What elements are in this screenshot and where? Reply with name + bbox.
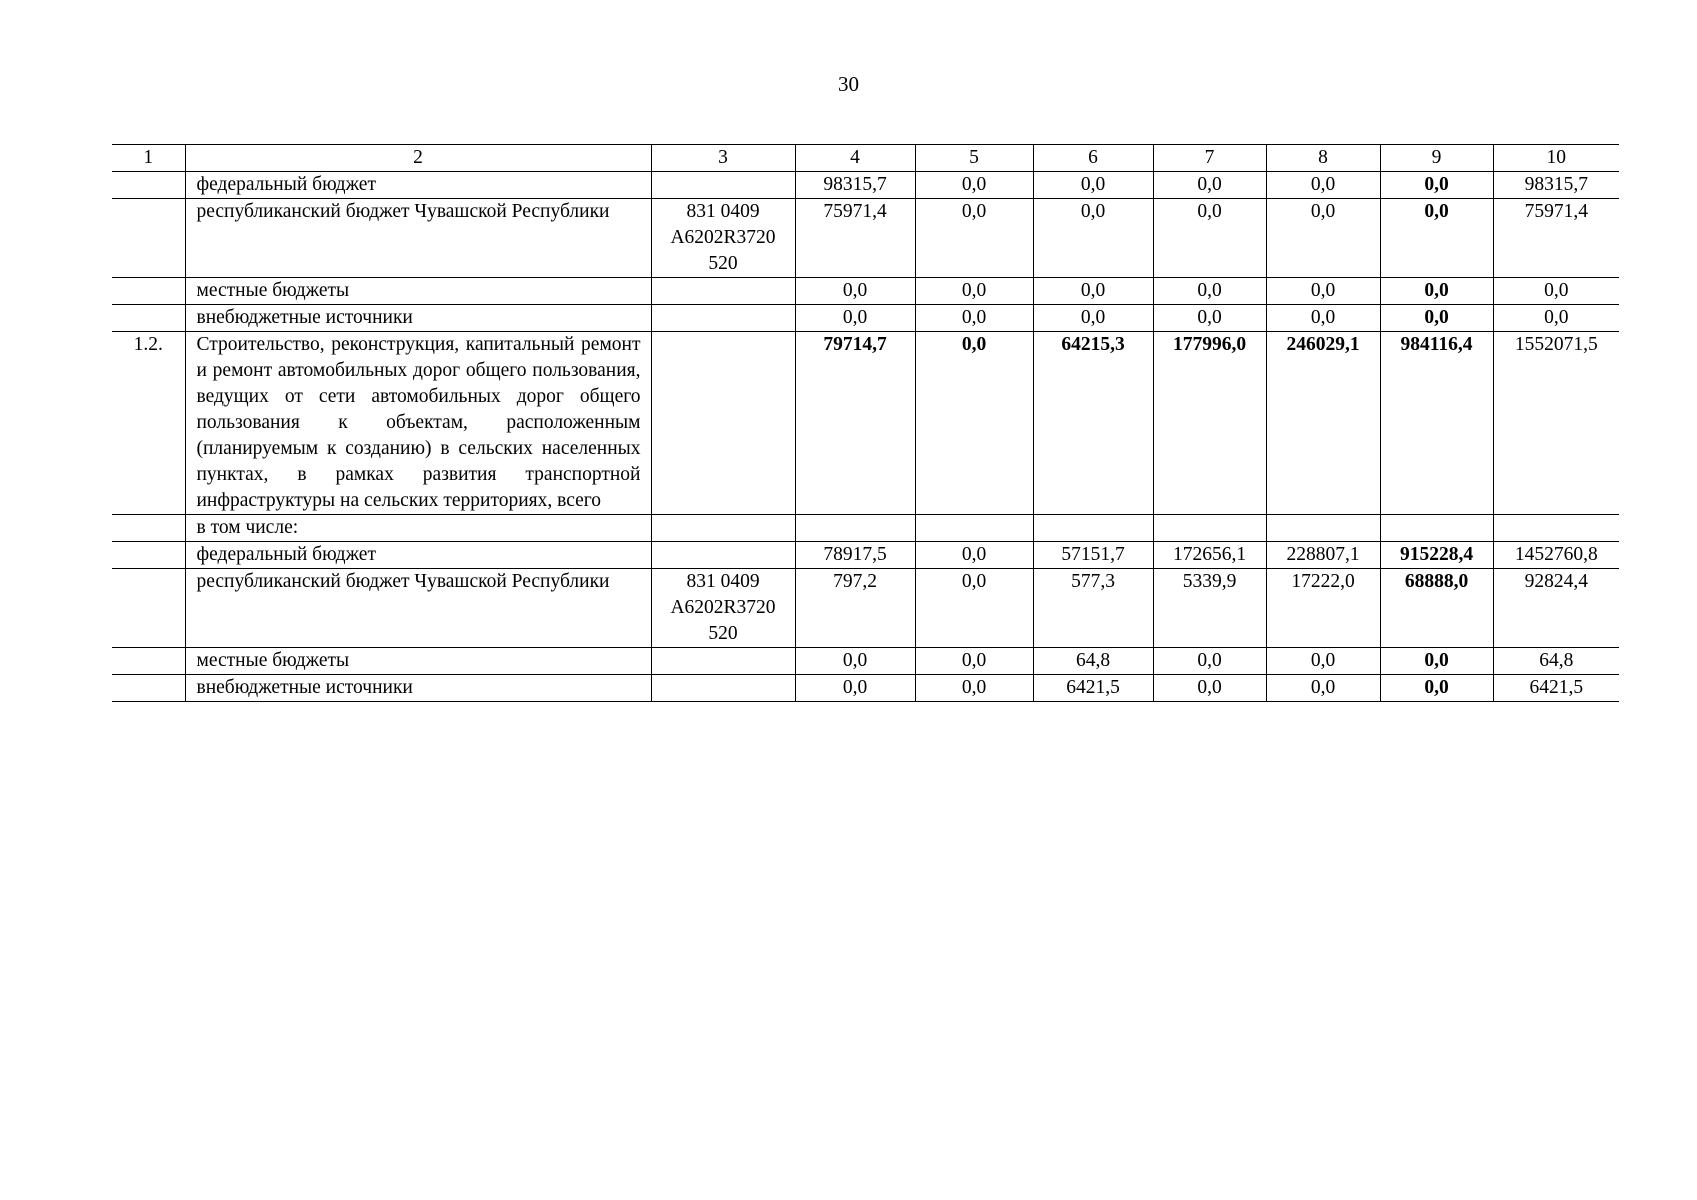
table-row bbox=[112, 172, 1619, 199]
table-row bbox=[112, 675, 1619, 702]
value-cell: 0,0 bbox=[915, 569, 1033, 648]
value-cell: 0,0 bbox=[1033, 172, 1153, 199]
value-cell: 172656,1 bbox=[1153, 542, 1266, 569]
row-number-cell bbox=[112, 199, 185, 278]
budget-code-cell: 831 0409 А6202R3720 520 bbox=[651, 199, 795, 278]
value-cell: 17222,0 bbox=[1266, 569, 1380, 648]
budget-code-cell bbox=[651, 515, 795, 542]
value-cell: 75971,4 bbox=[795, 199, 915, 278]
value-cell: 0,0 bbox=[915, 199, 1033, 278]
value-cell: 0,0 bbox=[1266, 648, 1380, 675]
value-cell: 915228,4 bbox=[1380, 542, 1493, 569]
value-cell: 0,0 bbox=[1380, 675, 1493, 702]
value-cell: 246029,1 bbox=[1266, 332, 1380, 515]
value-cell: 75971,4 bbox=[1493, 199, 1619, 278]
header-cell: 9 bbox=[1380, 145, 1493, 172]
value-cell: 0,0 bbox=[1033, 278, 1153, 305]
value-cell: 0,0 bbox=[915, 278, 1033, 305]
row-name-cell: республиканский бюджет Чувашской Республики bbox=[185, 199, 651, 278]
value-cell bbox=[795, 515, 915, 542]
value-cell: 0,0 bbox=[1153, 648, 1266, 675]
value-cell: 0,0 bbox=[915, 542, 1033, 569]
value-cell: 78917,5 bbox=[795, 542, 915, 569]
row-number-cell bbox=[112, 172, 185, 199]
header-cell: 7 bbox=[1153, 145, 1266, 172]
value-cell: 79714,7 bbox=[795, 332, 915, 515]
budget-code-cell bbox=[651, 172, 795, 199]
header-cell: 4 bbox=[795, 145, 915, 172]
value-cell: 797,2 bbox=[795, 569, 915, 648]
row-number-cell bbox=[112, 305, 185, 332]
row-number-cell bbox=[112, 675, 185, 702]
value-cell bbox=[1493, 515, 1619, 542]
value-cell: 0,0 bbox=[1266, 172, 1380, 199]
row-name-cell: федеральный бюджет bbox=[185, 172, 651, 199]
value-cell bbox=[1380, 515, 1493, 542]
value-cell: 0,0 bbox=[1153, 199, 1266, 278]
value-cell: 0,0 bbox=[915, 675, 1033, 702]
table-row bbox=[112, 278, 1619, 305]
table-body bbox=[112, 145, 1619, 702]
value-cell: 228807,1 bbox=[1266, 542, 1380, 569]
header-cell: 8 bbox=[1266, 145, 1380, 172]
row-number-cell bbox=[112, 278, 185, 305]
budget-code-cell bbox=[651, 332, 795, 515]
value-cell: 64,8 bbox=[1033, 648, 1153, 675]
page-number: 30 bbox=[838, 72, 859, 96]
value-cell bbox=[1033, 515, 1153, 542]
value-cell: 0,0 bbox=[795, 648, 915, 675]
budget-code-cell bbox=[651, 648, 795, 675]
value-cell: 0,0 bbox=[795, 278, 915, 305]
value-cell: 64215,3 bbox=[1033, 332, 1153, 515]
value-cell: 0,0 bbox=[1380, 648, 1493, 675]
value-cell: 1552071,5 bbox=[1493, 332, 1619, 515]
value-cell: 64,8 bbox=[1493, 648, 1619, 675]
table-row bbox=[112, 648, 1619, 675]
value-cell: 984116,4 bbox=[1380, 332, 1493, 515]
budget-code-cell bbox=[651, 542, 795, 569]
header-cell: 3 bbox=[651, 145, 795, 172]
table-row bbox=[112, 305, 1619, 332]
value-cell: 0,0 bbox=[1033, 199, 1153, 278]
value-cell bbox=[915, 515, 1033, 542]
value-cell: 0,0 bbox=[1266, 675, 1380, 702]
table-row bbox=[112, 515, 1619, 542]
row-number-cell: 1.2. bbox=[112, 332, 185, 515]
value-cell: 92824,4 bbox=[1493, 569, 1619, 648]
value-cell: 0,0 bbox=[1266, 305, 1380, 332]
value-cell bbox=[1153, 515, 1266, 542]
value-cell: 98315,7 bbox=[1493, 172, 1619, 199]
row-name-cell: внебюджетные источники bbox=[185, 305, 651, 332]
value-cell: 68888,0 bbox=[1380, 569, 1493, 648]
row-number-cell bbox=[112, 569, 185, 648]
row-name-cell: внебюджетные источники bbox=[185, 675, 651, 702]
header-cell: 10 bbox=[1493, 145, 1619, 172]
value-cell bbox=[1266, 515, 1380, 542]
table-row bbox=[112, 542, 1619, 569]
value-cell: 1452760,8 bbox=[1493, 542, 1619, 569]
value-cell: 0,0 bbox=[1266, 278, 1380, 305]
value-cell: 0,0 bbox=[915, 305, 1033, 332]
header-cell: 1 bbox=[112, 145, 185, 172]
value-cell: 0,0 bbox=[1380, 278, 1493, 305]
row-name-cell: местные бюджеты bbox=[185, 648, 651, 675]
row-number-cell bbox=[112, 648, 185, 675]
row-name-cell: республиканский бюджет Чувашской Республики bbox=[185, 569, 651, 648]
table-row bbox=[112, 569, 1619, 648]
value-cell: 0,0 bbox=[1493, 305, 1619, 332]
value-cell: 177996,0 bbox=[1153, 332, 1266, 515]
value-cell: 0,0 bbox=[1380, 199, 1493, 278]
budget-code-cell bbox=[651, 305, 795, 332]
table-row bbox=[112, 199, 1619, 278]
header-cell: 6 bbox=[1033, 145, 1153, 172]
row-name-cell: Строительство, реконструкция, капитальный ремонт и ремонт автомобильных дорог общего пользования, ведущих от сети автомобильных дорог общего пользования к объектам, расположенным (планируемым к созданию) в сельских населенных пунктах, в рамках развития транспортной инфраструктуры на сельских территориях, всего bbox=[185, 332, 651, 515]
value-cell: 98315,7 bbox=[795, 172, 915, 199]
value-cell: 0,0 bbox=[795, 675, 915, 702]
value-cell: 0,0 bbox=[1266, 199, 1380, 278]
value-cell: 0,0 bbox=[1153, 675, 1266, 702]
row-number-cell bbox=[112, 515, 185, 542]
value-cell: 0,0 bbox=[1033, 305, 1153, 332]
row-name-cell: в том числе: bbox=[185, 515, 651, 542]
header-cell: 2 bbox=[185, 145, 651, 172]
row-number-cell bbox=[112, 542, 185, 569]
value-cell: 0,0 bbox=[915, 332, 1033, 515]
value-cell: 5339,9 bbox=[1153, 569, 1266, 648]
header-cell: 5 bbox=[915, 145, 1033, 172]
row-name-cell: местные бюджеты bbox=[185, 278, 651, 305]
value-cell: 0,0 bbox=[1153, 305, 1266, 332]
value-cell: 0,0 bbox=[1380, 305, 1493, 332]
budget-code-cell: 831 0409 А6202R3720 520 bbox=[651, 569, 795, 648]
value-cell: 57151,7 bbox=[1033, 542, 1153, 569]
value-cell: 577,3 bbox=[1033, 569, 1153, 648]
value-cell: 0,0 bbox=[1153, 172, 1266, 199]
budget-code-cell bbox=[651, 278, 795, 305]
value-cell: 0,0 bbox=[1153, 278, 1266, 305]
row-name-cell: федеральный бюджет bbox=[185, 542, 651, 569]
value-cell: 0,0 bbox=[915, 172, 1033, 199]
table-row bbox=[112, 332, 1619, 515]
value-cell: 6421,5 bbox=[1033, 675, 1153, 702]
value-cell: 0,0 bbox=[795, 305, 915, 332]
value-cell: 6421,5 bbox=[1493, 675, 1619, 702]
value-cell: 0,0 bbox=[1493, 278, 1619, 305]
value-cell: 0,0 bbox=[915, 648, 1033, 675]
table-header-row bbox=[112, 145, 1619, 172]
budget-table bbox=[112, 144, 1619, 702]
budget-code-cell bbox=[651, 675, 795, 702]
value-cell: 0,0 bbox=[1380, 172, 1493, 199]
